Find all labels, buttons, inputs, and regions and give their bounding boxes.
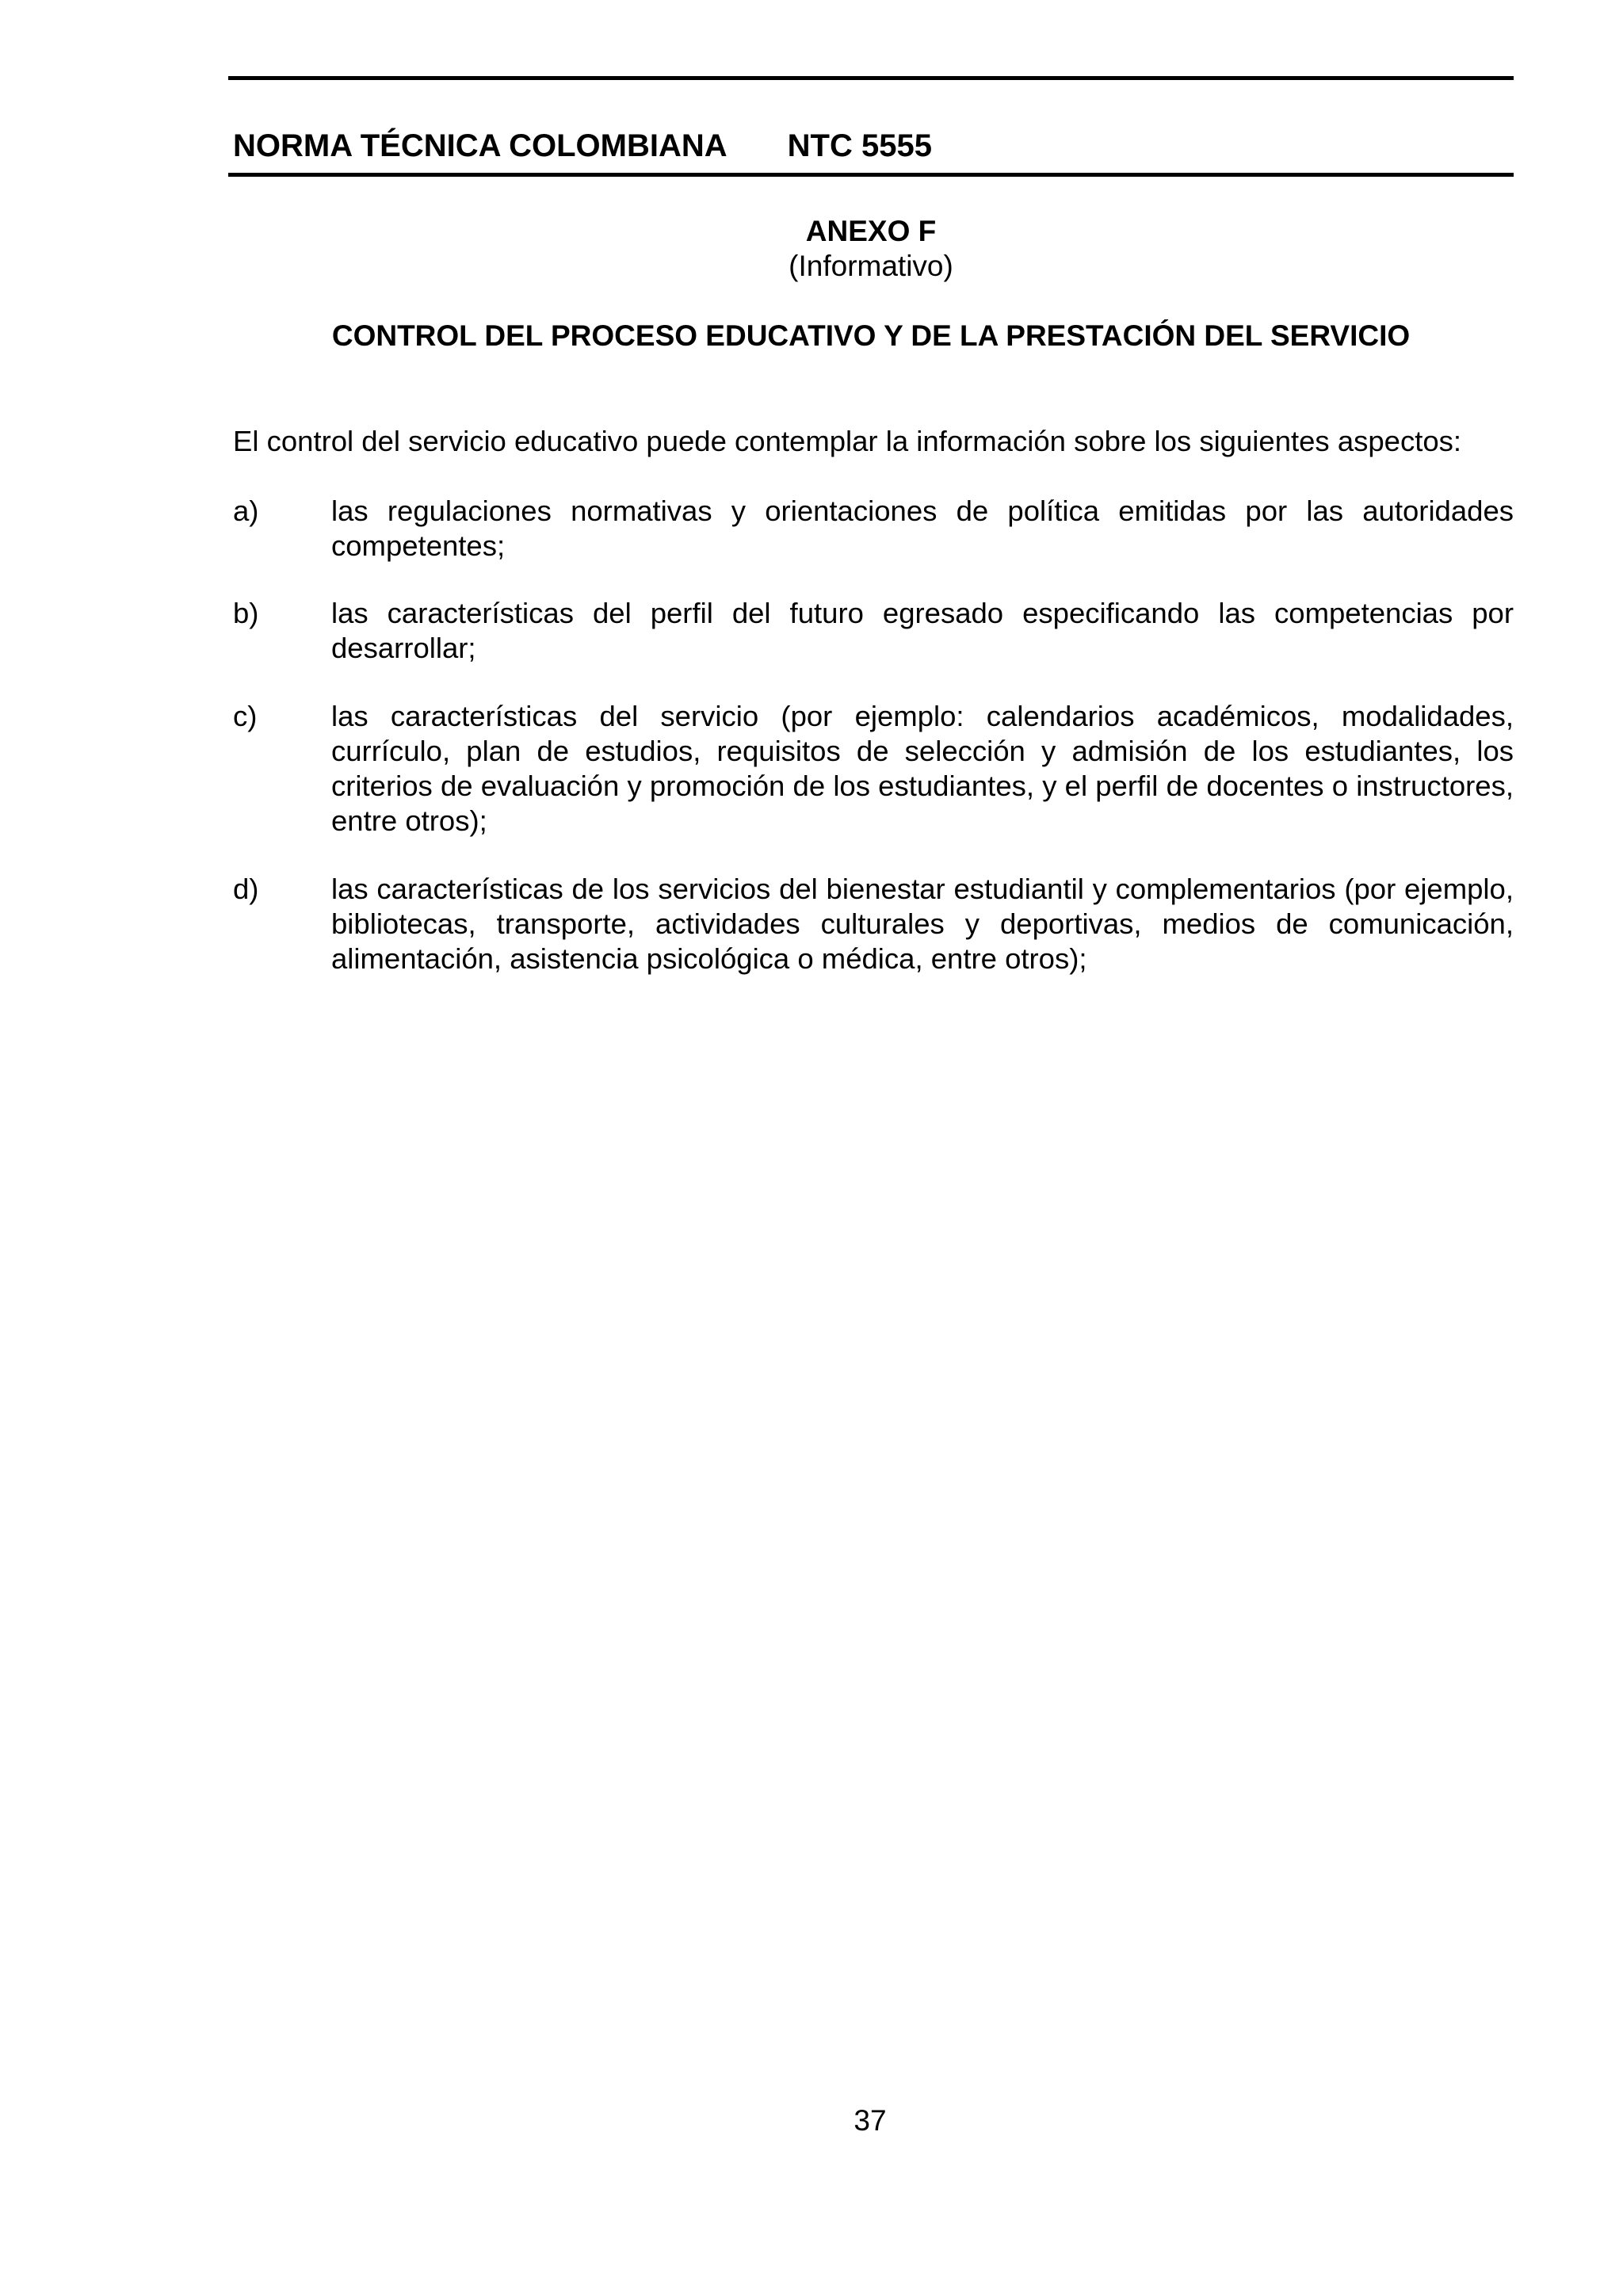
intro-paragraph: El control del servicio educativo puede contemplar la información sobre los siguientes aspectos: (233, 425, 1462, 457)
list-item-marker: a) (233, 495, 259, 527)
annex-subtitle: (Informativo) (789, 250, 953, 282)
list-item-text: las características del servicio (por ejemplo: calendarios académicos, modalidades, currículo, plan de estudios, requisitos de selección y admisión de los estudiantes, los criterios de evaluación y promoción de los estudiantes, y el perfil de docentes o instructores, entre otros); (331, 700, 1514, 837)
standard-code: NTC 5555 (787, 128, 932, 163)
list-item-marker: c) (233, 700, 258, 732)
header-top-rule (228, 76, 1514, 80)
list-item-text: las características del perfil del futuro egresado especificando las competencias por desarrollar; (331, 597, 1514, 664)
list-item-text: las características de los servicios del bienestar estudiantil y complementarios (por ejemplo, bibliotecas, transporte, actividades culturales y deportivas, medios de comunicación, alimentación, asistencia psicológica o médica, entre otros); (331, 873, 1514, 975)
list-item-marker: d) (233, 873, 259, 905)
standard-title: NORMA TÉCNICA COLOMBIANA (233, 128, 727, 163)
list-item-text: las regulaciones normativas y orientaciones de política emitidas por las autoridades competentes; (331, 495, 1514, 562)
page-number: 37 (854, 2104, 887, 2137)
section-title: CONTROL DEL PROCESO EDUCATIVO Y DE LA PRESTACIÓN DEL SERVICIO (331, 319, 1411, 352)
annex-title: ANEXO F (805, 215, 937, 247)
page-header (233, 127, 932, 165)
header-bottom-rule (228, 173, 1514, 177)
list-item-marker: b) (233, 597, 259, 629)
